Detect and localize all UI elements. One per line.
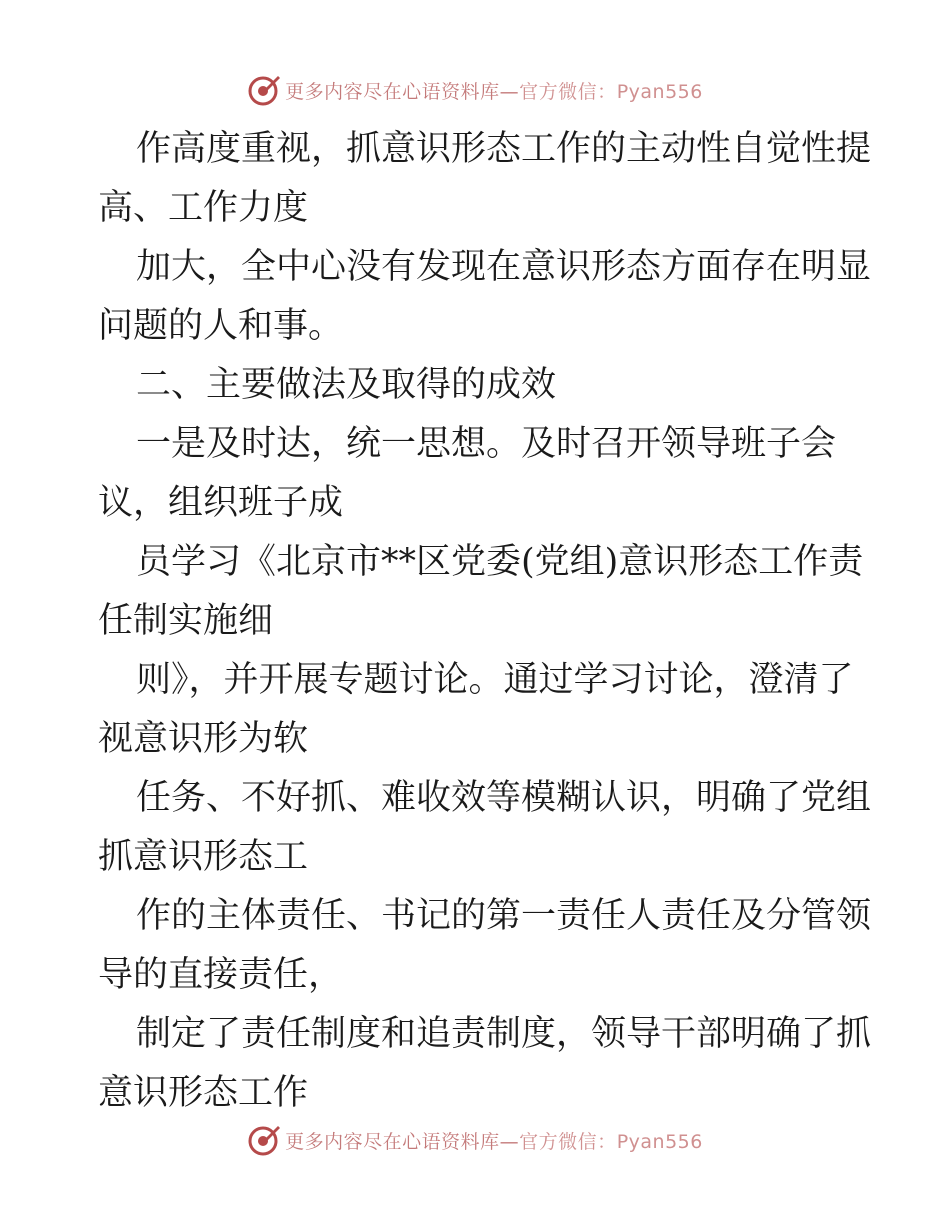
paragraph: [98, 120, 872, 238]
paragraph-line: 任制实施细: [98, 601, 274, 641]
paragraph: [98, 533, 864, 651]
watermark-wechat-id: Pyan556: [616, 80, 703, 103]
paragraph-line: 视意识形为软: [98, 719, 309, 759]
paragraph-line: 则》，并开展专题讨论。通过学习讨论，澄清了: [136, 660, 854, 700]
pen-logo-icon: [247, 1123, 281, 1157]
paragraph-line: 导的直接责任，: [98, 955, 344, 995]
paragraph: [98, 887, 872, 1005]
paragraph-line: 作高度重视，抓意识形态工作的主动性自觉性提: [136, 129, 872, 169]
paragraph-line: 抓意识形态工: [98, 837, 309, 877]
heading-line: 二、主要做法及取得的成效: [136, 365, 557, 405]
paragraph: [98, 415, 858, 533]
paragraph-line: 任务、不好抓、难收效等模糊认识，明确了党组: [136, 778, 872, 818]
watermark-banner-bottom: [0, 1120, 950, 1160]
paragraph-line: 加大，全中心没有发现在意识形态方面存在明显: [136, 247, 872, 287]
watermark-wechat-label: 官方微信：: [519, 1130, 617, 1153]
pen-logo-icon: [247, 73, 281, 107]
watermark-site-text: 更多内容尽在心语资料库—: [285, 80, 520, 103]
watermark-wechat-label: 官方微信：: [519, 80, 617, 103]
paragraph-line: 议，组织班子成: [98, 483, 344, 523]
section-heading: [98, 356, 858, 415]
paragraph-line: 意识形态工作: [98, 1073, 309, 1113]
paragraph: [98, 1005, 872, 1123]
paragraph-line: 高、工作力度: [98, 188, 309, 228]
paragraph: [98, 238, 872, 356]
paragraph-line: 员学习《北京市**区党委(党组)意识形态工作责: [136, 542, 864, 582]
watermark-site-text: 更多内容尽在心语资料库—: [285, 1130, 520, 1153]
watermark-banner-top: [0, 70, 950, 110]
document-body: [98, 120, 872, 1123]
paragraph: [98, 651, 858, 769]
paragraph-line: 问题的人和事。: [98, 306, 344, 346]
paragraph-line: 制定了责任制度和追责制度，领导干部明确了抓: [136, 1014, 872, 1054]
paragraph-line: 作的主体责任、书记的第一责任人责任及分管领: [136, 896, 872, 936]
watermark-wechat-id: Pyan556: [616, 1130, 703, 1153]
paragraph-line: 一是及时达，统一思想。及时召开领导班子会: [136, 424, 837, 464]
paragraph: [98, 769, 872, 887]
